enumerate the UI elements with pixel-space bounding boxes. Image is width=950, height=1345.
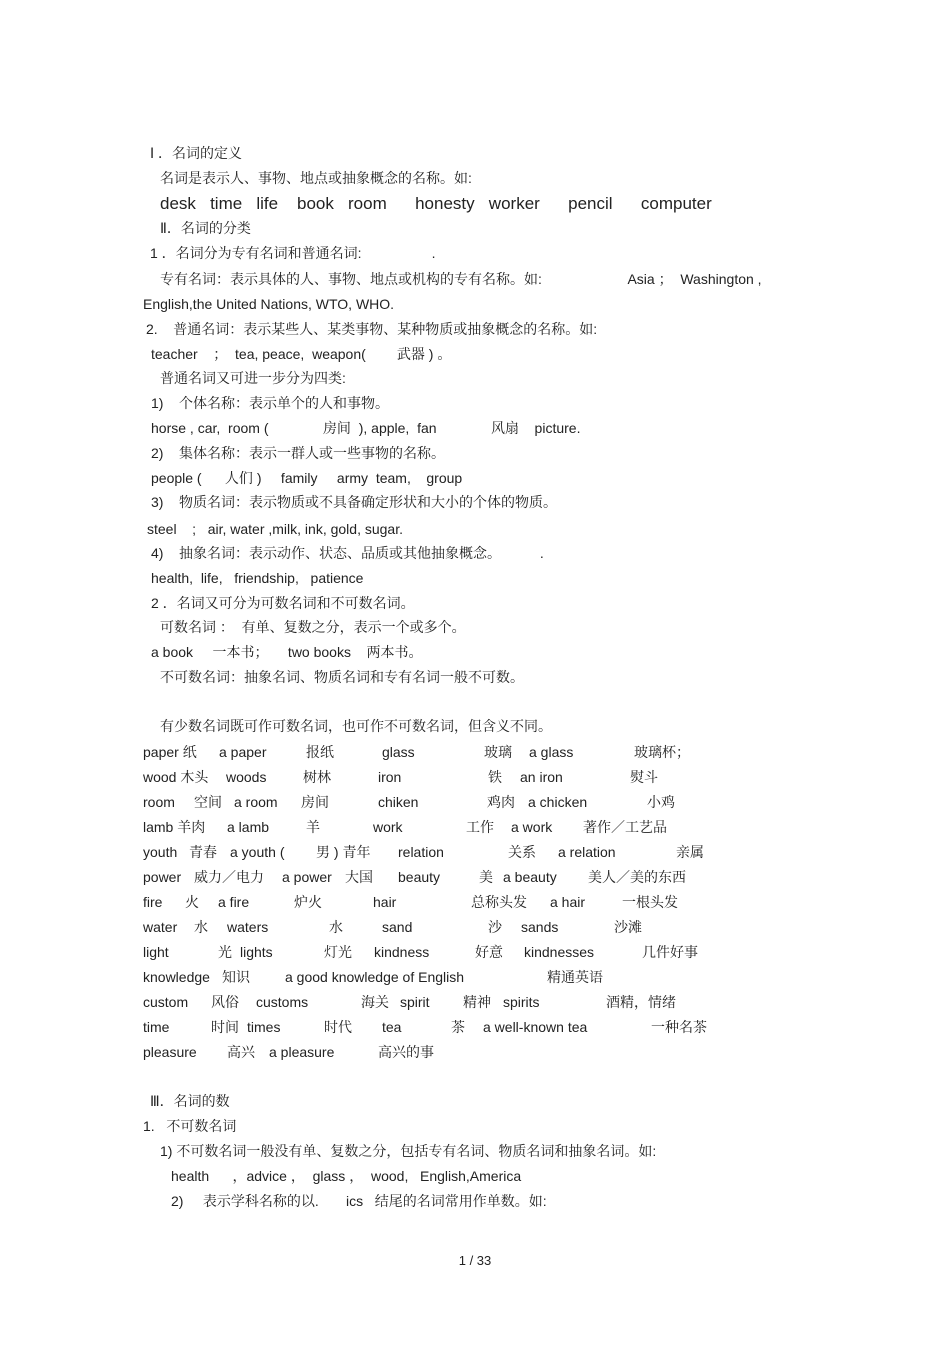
table-cell: beauty [398, 869, 441, 885]
table-cell: 报纸 [306, 744, 334, 760]
table-cell: 几件好事 [642, 944, 698, 960]
paragraph: 名词是表示人、事物、地点或抽象概念的名称。如: [160, 170, 472, 186]
table-cell: kindnesses [524, 944, 595, 960]
table-cell: a glass [529, 744, 574, 760]
table-cell: 总称头发 [471, 894, 527, 910]
table-cell: 风俗 [211, 994, 239, 1010]
paragraph: teacher ； tea, peace, weapon( 武器 ) 。 [151, 346, 452, 362]
paragraph: health ，advice ， glass ， wood, English,America [171, 1168, 522, 1184]
table-cell: kindness [374, 944, 430, 960]
table-cell: customs [256, 994, 309, 1010]
table-cell: 炉火 [294, 894, 322, 910]
table-cell: tea [382, 1019, 402, 1035]
table-cell: 空间 [194, 794, 222, 810]
table-cell: a beauty [503, 869, 557, 885]
heading-number: Ⅲ．名词的数 [150, 1093, 230, 1109]
paragraph: steel ; air, water ,milk, ink, gold, sugar. [147, 521, 403, 537]
table-cell: 羊 [306, 819, 320, 835]
paragraph: people ( 人们 ) family army team, group [151, 470, 463, 486]
table-cell: time [143, 1019, 170, 1035]
heading-classification: Ⅱ．名词的分类 [160, 220, 251, 236]
table-cell: spirits [503, 994, 540, 1010]
table-cell: glass [382, 744, 415, 760]
table-cell: 高兴 [227, 1044, 255, 1060]
table-cell: a well-known tea [483, 1019, 588, 1035]
table-cell: 铁 [488, 769, 502, 785]
paragraph: 1) 个体名称：表示单个的人和事物。 [151, 395, 390, 411]
table-cell: 沙 [488, 919, 502, 935]
table-cell: a work [511, 819, 553, 835]
table-cell: 灯光 [324, 944, 352, 960]
paragraph: 2. 普通名词：表示某些人、某类事物、某种物质或抽象概念的名称。如: [146, 321, 598, 337]
table-cell: 好意 [475, 944, 503, 960]
table-cell: 关系 [508, 844, 536, 860]
table-cell: fire [143, 894, 163, 910]
table-cell: 亲属 [676, 844, 704, 860]
page-number: 1 / 33 [458, 1253, 492, 1268]
table-cell: hair [373, 894, 397, 910]
paragraph: 不可数名词：抽象名词、物质名词和专有名词一般不可数。 [160, 669, 524, 685]
paragraph: 有少数名词既可作可数名词，也可作不可数名词，但含义不同。 [160, 718, 552, 734]
table-cell: 水 [194, 919, 208, 935]
table-cell: sand [382, 919, 413, 935]
table-cell: 酒精，情绪 [606, 994, 676, 1010]
table-cell: a hair [550, 894, 586, 910]
paragraph: health, life, friendship, patience [151, 570, 364, 586]
paragraph: 2 ．名词又可分为可数名词和不可数名词。 [151, 595, 415, 611]
table-cell: 知识 [222, 969, 250, 985]
table-cell: a power [282, 869, 332, 885]
table-cell: a fire [218, 894, 250, 910]
table-cell: a youth ( [230, 844, 285, 860]
table-cell: a relation [558, 844, 616, 860]
table-cell: 青春 [189, 844, 217, 860]
example-words: desk time life book room honesty worker pencil computer [160, 194, 712, 213]
table-cell: 一种名茶 [651, 1019, 707, 1035]
heading-definition: Ⅰ ．名词的定义 [150, 145, 243, 161]
paragraph: 1 ．名词分为专有名词和普通名词: . [150, 245, 436, 261]
table-cell: 玻璃 [484, 744, 512, 760]
table-cell: paper 纸 [143, 744, 197, 760]
table-cell: 火 [185, 894, 199, 910]
paragraph: 2) 表示学科名称的以. ics 结尾的名词常用作单数。如: [171, 1193, 547, 1209]
paragraph: a book 一本书； two books 两本书。 [151, 644, 423, 660]
table-cell: power [143, 869, 182, 885]
paragraph: 3) 物质名词：表示物质或不具备确定形状和大小的个体的物质。 [151, 494, 558, 510]
table-cell: 美 [479, 869, 493, 885]
table-cell: work [373, 819, 403, 835]
paragraph: 2) 集体名称：表示一群人或一些事物的名称。 [151, 445, 446, 461]
table-cell: 玻璃杯； [634, 744, 690, 760]
table-cell: room [143, 794, 175, 810]
paragraph: horse , car, room ( 房间 ), apple, fan 风扇 picture. [151, 420, 581, 436]
table-cell: a lamb [227, 819, 270, 835]
paragraph: 4) 抽象名词：表示动作、状态、品质或其他抽象概念。 . [151, 545, 544, 561]
table-cell: wood 木头 [143, 769, 209, 785]
table-cell: a pleasure [269, 1044, 335, 1060]
table-cell: relation [398, 844, 444, 860]
table-cell: waters [227, 919, 269, 935]
table-cell: spirit [400, 994, 430, 1010]
table-cell: 精神 [463, 994, 491, 1010]
table-cell: custom [143, 994, 189, 1010]
table-cell: youth [143, 844, 178, 860]
paragraph: 1. 不可数名词 [143, 1118, 237, 1134]
table-cell: a good knowledge of English [285, 969, 465, 985]
table-cell: 海关 [361, 994, 389, 1010]
table-cell: water [143, 919, 178, 935]
table-cell: 著作／工艺品 [583, 819, 667, 835]
table-cell: an iron [520, 769, 563, 785]
table-cell: 美人／美的东西 [588, 869, 686, 885]
table-cell: 一根头发 [622, 894, 678, 910]
table-cell: chiken [378, 794, 419, 810]
table-cell: lamb 羊肉 [143, 819, 206, 835]
table-cell: light [143, 944, 169, 960]
table-cell: 男 ) 青年 [316, 844, 371, 860]
paragraph: 普通名词又可进一步分为四类: [160, 370, 346, 386]
table-cell: 高兴的事 [378, 1044, 434, 1060]
table-cell: 威力／电力 [194, 869, 264, 885]
paragraph: English,the United Nations, WTO, WHO. [143, 296, 395, 312]
table-cell: 房间 [301, 794, 329, 810]
table-cell: 熨斗 [630, 769, 658, 785]
table-cell: 茶 [451, 1019, 465, 1035]
table-cell: 时代 [324, 1019, 352, 1035]
table-cell: 光 [218, 944, 232, 960]
table-cell: 树林 [303, 769, 331, 785]
table-cell: 时间 [211, 1019, 239, 1035]
table-cell: 工作 [466, 819, 494, 835]
table-cell: 精通英语 [547, 969, 603, 985]
table-cell: a room [234, 794, 278, 810]
table-cell: woods [226, 769, 267, 785]
paragraph: 专有名词：表示具体的人、事物、地点或机构的专有名称。如: Asia ； Washington , [160, 271, 762, 287]
table-cell: 大国 [345, 869, 373, 885]
table-cell: a chicken [528, 794, 588, 810]
table-cell: times [247, 1019, 281, 1035]
paragraph: 1) 不可数名词一般没有单、复数之分，包括专有名词、物质名词和抽象名词。如: [160, 1143, 657, 1159]
paragraph: 可数名词 ： 有单、复数之分，表示一个或多个。 [160, 619, 466, 635]
table-cell: 鸡肉 [487, 794, 515, 810]
table-cell: 小鸡 [647, 794, 675, 810]
table-cell: 水 [329, 919, 343, 935]
table-cell: iron [378, 769, 402, 785]
table-cell: a paper [219, 744, 267, 760]
table-cell: lights [240, 944, 273, 960]
table-cell: sands [521, 919, 559, 935]
table-cell: 沙滩 [614, 919, 642, 935]
table-cell: pleasure [143, 1044, 197, 1060]
table-cell: knowledge [143, 969, 210, 985]
